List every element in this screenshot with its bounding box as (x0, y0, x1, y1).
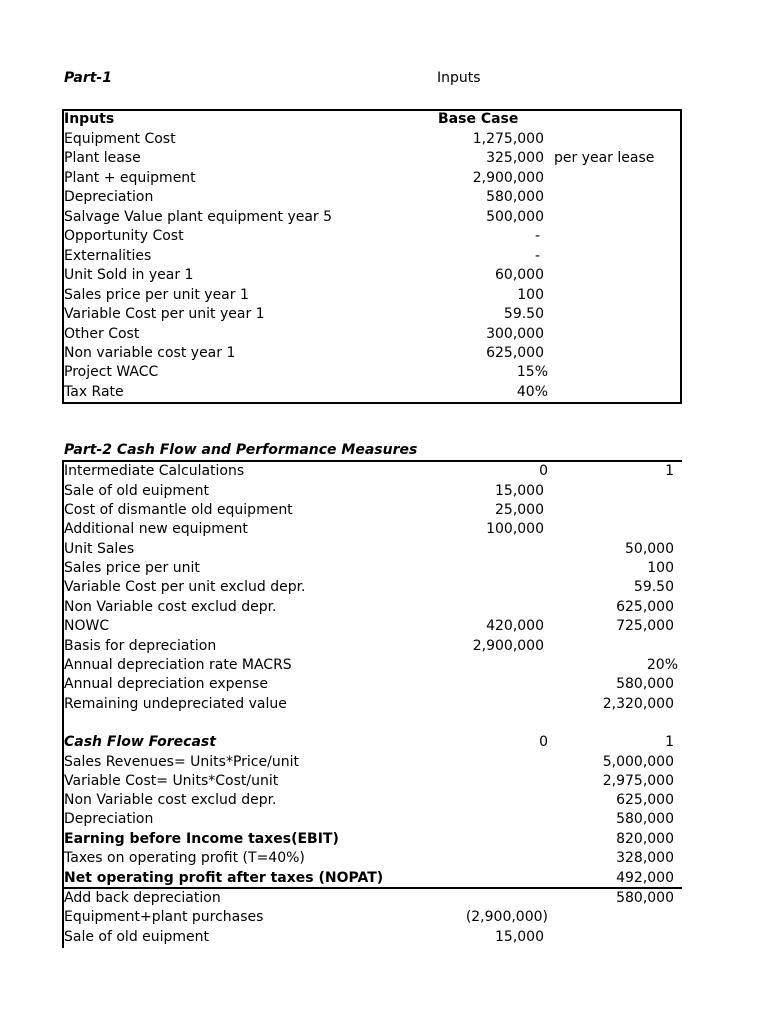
calc-label: Variable Cost per unit exclud depr. (64, 579, 306, 595)
input-label: Non variable cost year 1 (64, 345, 236, 361)
forecast-row (64, 908, 680, 928)
forecast-year1: 328,000 (616, 850, 674, 866)
forecast-header-row (64, 733, 680, 753)
forecast-label: Taxes on operating profit (T=40%) (64, 850, 305, 866)
input-label: Sales price per unit year 1 (64, 286, 249, 303)
calc-label: Unit Sales (64, 540, 135, 557)
calc-year1: 2,320,000 (602, 695, 674, 712)
forecast-row-ebit (64, 830, 680, 850)
input-row (64, 247, 680, 267)
calc-row (64, 520, 680, 540)
forecast-year1: 2,975,000 (602, 773, 674, 789)
forecast-year0: 15,000 (495, 928, 544, 945)
calc-label: Remaining undepreciated value (64, 695, 287, 712)
input-row (64, 149, 680, 169)
calc-year1: 625,000 (616, 598, 674, 615)
input-value: 15% (516, 364, 548, 380)
input-row (64, 227, 680, 247)
input-row (64, 208, 680, 228)
calc-row (64, 637, 680, 657)
calc-row (64, 559, 680, 579)
forecast-year1: 5,000,000 (602, 753, 674, 770)
input-row (64, 188, 680, 208)
forecast-label: Non Variable cost exclud depr. (64, 792, 277, 808)
forecast-label: Sales Revenues= Units*Price/unit (64, 753, 299, 770)
calc-label: Sale of old euipment (64, 482, 210, 499)
inputs-header-row (64, 110, 680, 130)
input-label: Other Cost (64, 325, 140, 342)
input-note: per year lease (554, 150, 655, 166)
calc-year1: 59.50 (633, 579, 674, 595)
calc-year1: 50,000 (625, 540, 674, 557)
part2-title: Part-2 Cash Flow and Performance Measures (64, 442, 418, 458)
input-value: 59.50 (503, 306, 544, 322)
input-label: Depreciation (64, 189, 154, 205)
calc-row (64, 501, 680, 521)
forecast-row (64, 889, 680, 909)
calc-row (64, 675, 680, 695)
input-value: 580,000 (486, 189, 544, 205)
input-label: Unit Sold in year 1 (64, 267, 194, 283)
input-value: 1,275,000 (472, 130, 544, 147)
forecast-row (64, 791, 680, 811)
calc-label: Sales price per unit (64, 560, 200, 576)
base-case-header: Base Case (438, 111, 519, 127)
input-row (64, 266, 680, 286)
calc-row (64, 482, 680, 502)
input-label: Opportunity Cost (64, 228, 184, 244)
forecast-label: Equipment+plant purchases (64, 909, 264, 925)
calc-row (64, 578, 680, 598)
forecast-row (64, 810, 680, 830)
calc-year0: 25,000 (495, 502, 544, 518)
forecast-year1: 492,000 (616, 869, 674, 886)
calc-label: Annual depreciation rate MACRS (64, 656, 292, 673)
calc-row (64, 617, 680, 637)
input-row (64, 325, 680, 345)
calc-label: Annual depreciation expense (64, 676, 268, 692)
calc-label: Non Variable cost exclud depr. (64, 598, 277, 615)
forecast-row (64, 928, 680, 948)
input-value: 300,000 (486, 325, 544, 342)
calc-label: NOWC (64, 618, 110, 634)
calc-year1: 725,000 (616, 618, 674, 634)
input-value: - (534, 228, 540, 244)
input-value: 40% (516, 384, 548, 400)
forecast-label: Net operating profit after taxes (NOPAT) (64, 869, 384, 886)
input-value: 325,000 (486, 150, 544, 166)
forecast-label: Sale of old euipment (64, 928, 210, 945)
calc-year0: 100,000 (486, 521, 544, 537)
input-label: Project WACC (64, 364, 159, 380)
forecast-year1: 580,000 (616, 889, 674, 906)
calc-year0: 2,900,000 (472, 637, 544, 654)
input-label: Tax Rate (64, 384, 124, 400)
input-value: 625,000 (486, 345, 544, 361)
calc-label: Additional new equipment (64, 521, 248, 537)
forecast-year0: (2,900,000) (465, 909, 548, 925)
forecast-year0-header: 0 (539, 734, 548, 750)
calc-row (64, 656, 680, 676)
input-row (64, 130, 680, 150)
calc-row (64, 695, 680, 715)
forecast-year1: 820,000 (616, 830, 674, 847)
input-label: Plant + equipment (64, 169, 196, 186)
calc-year1: 20% (646, 656, 678, 673)
intermediate-header-label: Intermediate Calculations (64, 463, 245, 479)
input-value: - (534, 247, 540, 264)
input-label: Externalities (64, 247, 152, 264)
year1-header: 1 (665, 463, 674, 479)
year0-header: 0 (539, 463, 548, 479)
calc-label: Basis for depreciation (64, 637, 217, 654)
input-row (64, 286, 680, 306)
forecast-row-nopat (64, 869, 680, 889)
forecast-year1: 580,000 (616, 811, 674, 827)
forecast-year1-header: 1 (665, 734, 674, 750)
input-value: 60,000 (495, 267, 544, 283)
input-row (64, 383, 680, 403)
forecast-year1: 625,000 (616, 792, 674, 808)
forecast-header-label: Cash Flow Forecast (64, 734, 216, 750)
forecast-label: Earning before Income taxes(EBIT) (64, 830, 339, 847)
input-label: Equipment Cost (64, 130, 176, 147)
calc-row (64, 540, 680, 560)
forecast-row (64, 849, 680, 869)
forecast-row (64, 772, 680, 792)
inputs-caption: Inputs (437, 70, 481, 86)
calc-label: Cost of dismantle old equipment (64, 502, 293, 518)
calc-year1: 580,000 (616, 676, 674, 692)
calc-row (64, 598, 680, 618)
forecast-label: Depreciation (64, 811, 154, 827)
input-value: 100 (517, 286, 544, 303)
calc-year1: 100 (647, 560, 674, 576)
calc-year0: 15,000 (495, 482, 544, 499)
forecast-label: Variable Cost= Units*Cost/unit (64, 773, 279, 789)
input-row (64, 363, 680, 383)
calc-year0: 420,000 (486, 618, 544, 634)
input-label: Salvage Value plant equipment year 5 (64, 208, 333, 225)
input-label: Variable Cost per unit year 1 (64, 306, 265, 322)
input-row (64, 344, 680, 364)
part1-title: Part-1 (64, 70, 112, 86)
input-row (64, 305, 680, 325)
input-value: 500,000 (486, 208, 544, 225)
input-row (64, 169, 680, 189)
input-value: 2,900,000 (472, 169, 544, 186)
input-label: Plant lease (64, 150, 141, 166)
forecast-row (64, 753, 680, 773)
intermediate-header-row (64, 462, 680, 482)
inputs-header-label: Inputs (64, 111, 115, 127)
forecast-label: Add back depreciation (64, 889, 221, 906)
